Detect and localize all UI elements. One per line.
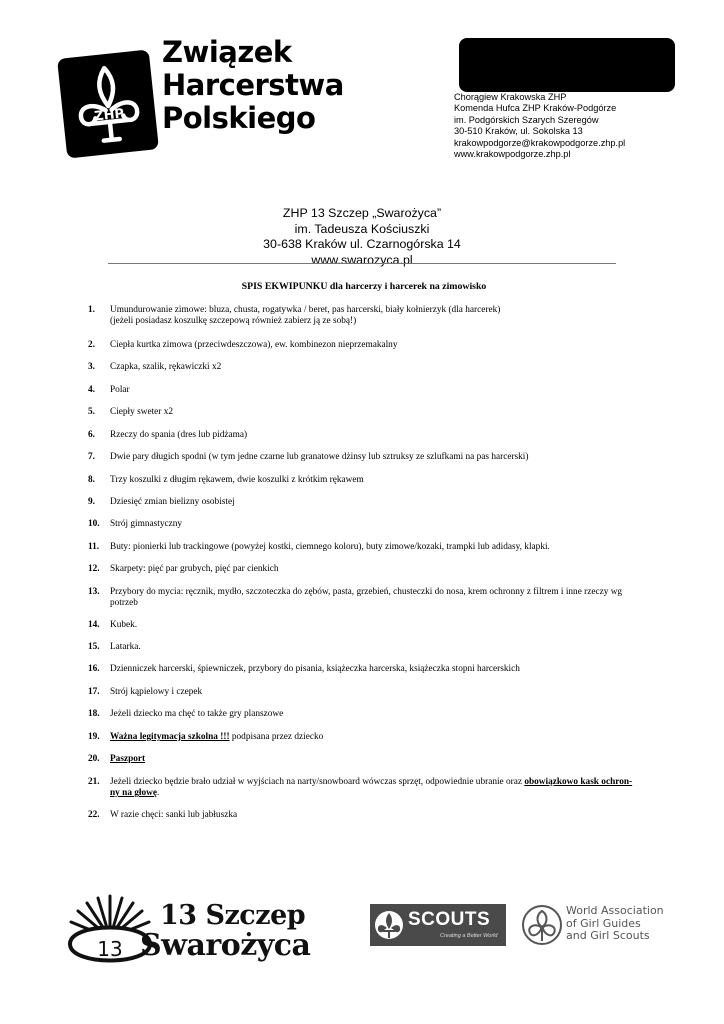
item-number: 19. <box>88 732 100 742</box>
szczep-swarozyca-logo <box>64 892 311 968</box>
item-number: 3. <box>88 362 95 372</box>
szczep-address-line: 30-638 Kraków ul. Czarnogórska 14 <box>263 237 461 251</box>
item-text: Przybory do mycia: ręcznik, mydło, szczoteczka do zębów, pasta, grzebień, chusteczki do nosa, krem ochronny z filtrem i inne rzeczy wg <box>110 587 623 597</box>
fleur-de-lis-icon <box>68 58 148 149</box>
item-text: Czapka, szalik, rękawiczki x2 <box>110 362 222 372</box>
item-text: podpisana przez dziecko <box>229 732 324 742</box>
szczep-address <box>108 206 616 268</box>
szczep-logo-line-1: 13 Szczep <box>160 900 306 931</box>
item-text: Jeżeli dziecko ma chęć to także gry planszowe <box>110 709 284 719</box>
fleur-de-lis-icon <box>374 908 404 942</box>
wagggs-text <box>566 905 664 943</box>
item-number: 21. <box>88 777 100 787</box>
item-text: Trzy koszulki z długim rękawem, dwie koszulki z krótkim rękawem <box>110 475 364 485</box>
item-number: 15. <box>88 642 100 652</box>
wagggs-line: of Girl Guides <box>566 916 641 930</box>
komenda-email: krakowpodgorze@krakowpodgorze.zhp.pl <box>454 137 626 148</box>
item-number: 17. <box>88 687 100 697</box>
zhp-lily-badge <box>57 49 159 158</box>
svg-text:ZHP: ZHP <box>93 106 125 125</box>
item-text: Dzienniczek harcerski, śpiewniczek, przybory do pisania, książeczka harcerska, książeczka stopni harcerskich <box>110 664 520 674</box>
item-number: 16. <box>88 664 100 674</box>
item-number: 9. <box>88 497 95 507</box>
item-text: Rzeczy do spania (dres lub pidżama) <box>110 430 248 440</box>
item-number: 1. <box>88 305 95 315</box>
item-text: Latarka. <box>110 642 141 652</box>
item-number: 11. <box>88 542 100 552</box>
szczep-website: www.swarozyca.pl <box>311 252 413 267</box>
item-text-emphasis: obowiązkowo kask ochron- <box>524 777 633 787</box>
item-number: 8. <box>88 475 95 485</box>
item-text-emphasis: Paszport <box>110 754 146 764</box>
scouts-wordmark: SCOUTS <box>408 909 491 930</box>
szczep-number: 13 <box>97 937 123 961</box>
komenda-line: 30-510 Kraków, ul. Sokolska 13 <box>454 126 583 137</box>
item-text: Kubek. <box>110 620 138 630</box>
item-number: 6. <box>88 430 95 440</box>
trefoil-icon <box>520 903 564 947</box>
item-text: Ciepła kurtka zimowa (przeciwdeszczowa), ew. kombinezon nieprzemakalny <box>110 340 398 350</box>
logo-line-1: Związek <box>162 35 292 69</box>
redaction-box <box>459 38 675 92</box>
item-number: 20. <box>88 754 100 764</box>
item-text: potrzeb <box>110 598 138 609</box>
item-text: Buty: pionierki lub trackingowe (powyżej kostki, ciemnego koloru), buty zimowe/kozaki, trampki lub adidasy, klapki. <box>110 542 550 552</box>
komenda-line: Komenda Hufca ZHP Kraków-Podgórze <box>454 103 617 114</box>
scouts-logo <box>370 904 506 946</box>
szczep-address-line: im. Tadeusza Kościuszki <box>294 221 430 236</box>
wagggs-logo <box>520 903 670 949</box>
item-text: Skarpety: pięć par grubych, pięć par cienkich <box>110 564 279 574</box>
header-divider <box>108 263 616 264</box>
item-text-emphasis: Ważna legitymacja szkolna !!! <box>110 732 230 742</box>
logo-line-2: Harcerstwa <box>162 68 344 102</box>
item-text-emphasis: ny na głowę <box>110 788 158 799</box>
item-text: (jeżeli posiadasz koszulkę szczepową również zabierz ją ze sobą!) <box>110 316 357 327</box>
item-text: . <box>157 788 160 799</box>
komenda-line: im. Podgórskich Szarych Szeregów <box>454 114 599 125</box>
scouts-tagline: Creating a Better World <box>440 933 498 939</box>
item-number: 14. <box>88 620 100 630</box>
komenda-address <box>454 92 625 160</box>
item-text: Strój kąpielowy i czepek <box>110 687 203 697</box>
komenda-line: Chorągiew Krakowska ZHP <box>454 92 567 102</box>
item-number: 10. <box>88 519 100 529</box>
wagggs-line: and Girl Scouts <box>566 929 650 942</box>
item-number: 12. <box>88 564 100 574</box>
zhp-logo <box>62 35 352 154</box>
item-number: 5. <box>88 407 95 417</box>
item-text: Strój gimnastyczny <box>110 519 183 529</box>
wagggs-line: World Association <box>566 904 664 917</box>
item-number: 4. <box>88 385 95 395</box>
item-text: Jeżeli dziecko będzie brało udział w wyjściach na narty/snowboard wówczas sprzęt, odpowiednie ubranie oraz <box>110 777 525 787</box>
item-text: Umundurowanie zimowe: bluza, chusta, rogatywka / beret, pas harcerski, biały kołnierzyk (dla harcerek) <box>110 305 501 315</box>
item-text: Dwie pary długich spodni (w tym jedne czarne lub granatowe dżinsy lub sztruksy ze szlufkami na pas harcerski) <box>110 452 529 462</box>
item-text: Ciepły sweter x2 <box>110 407 173 417</box>
item-text: W razie chęci: sanki lub jabłuszka <box>110 810 238 820</box>
szczep-address-line: ZHP 13 Szczep „Swarożyca” <box>282 206 442 220</box>
item-number: 22. <box>88 810 100 820</box>
logo-line-3: Polskiego <box>162 101 316 135</box>
item-number: 13. <box>88 587 100 597</box>
item-number: 7. <box>88 452 95 462</box>
komenda-website: www.krakowpodgorze.zhp.pl <box>454 149 571 160</box>
item-number: 2. <box>88 340 95 350</box>
item-text: Dziesięć zmian bielizny osobistej <box>110 497 235 507</box>
item-text: Polar <box>110 385 130 395</box>
item-number: 18. <box>88 709 100 719</box>
szczep-logo-line-2: Swarożyca <box>140 928 311 963</box>
document-title: SPIS EKWIPUNKU dla harcerzy i harcerek na zimowisko <box>241 281 487 292</box>
